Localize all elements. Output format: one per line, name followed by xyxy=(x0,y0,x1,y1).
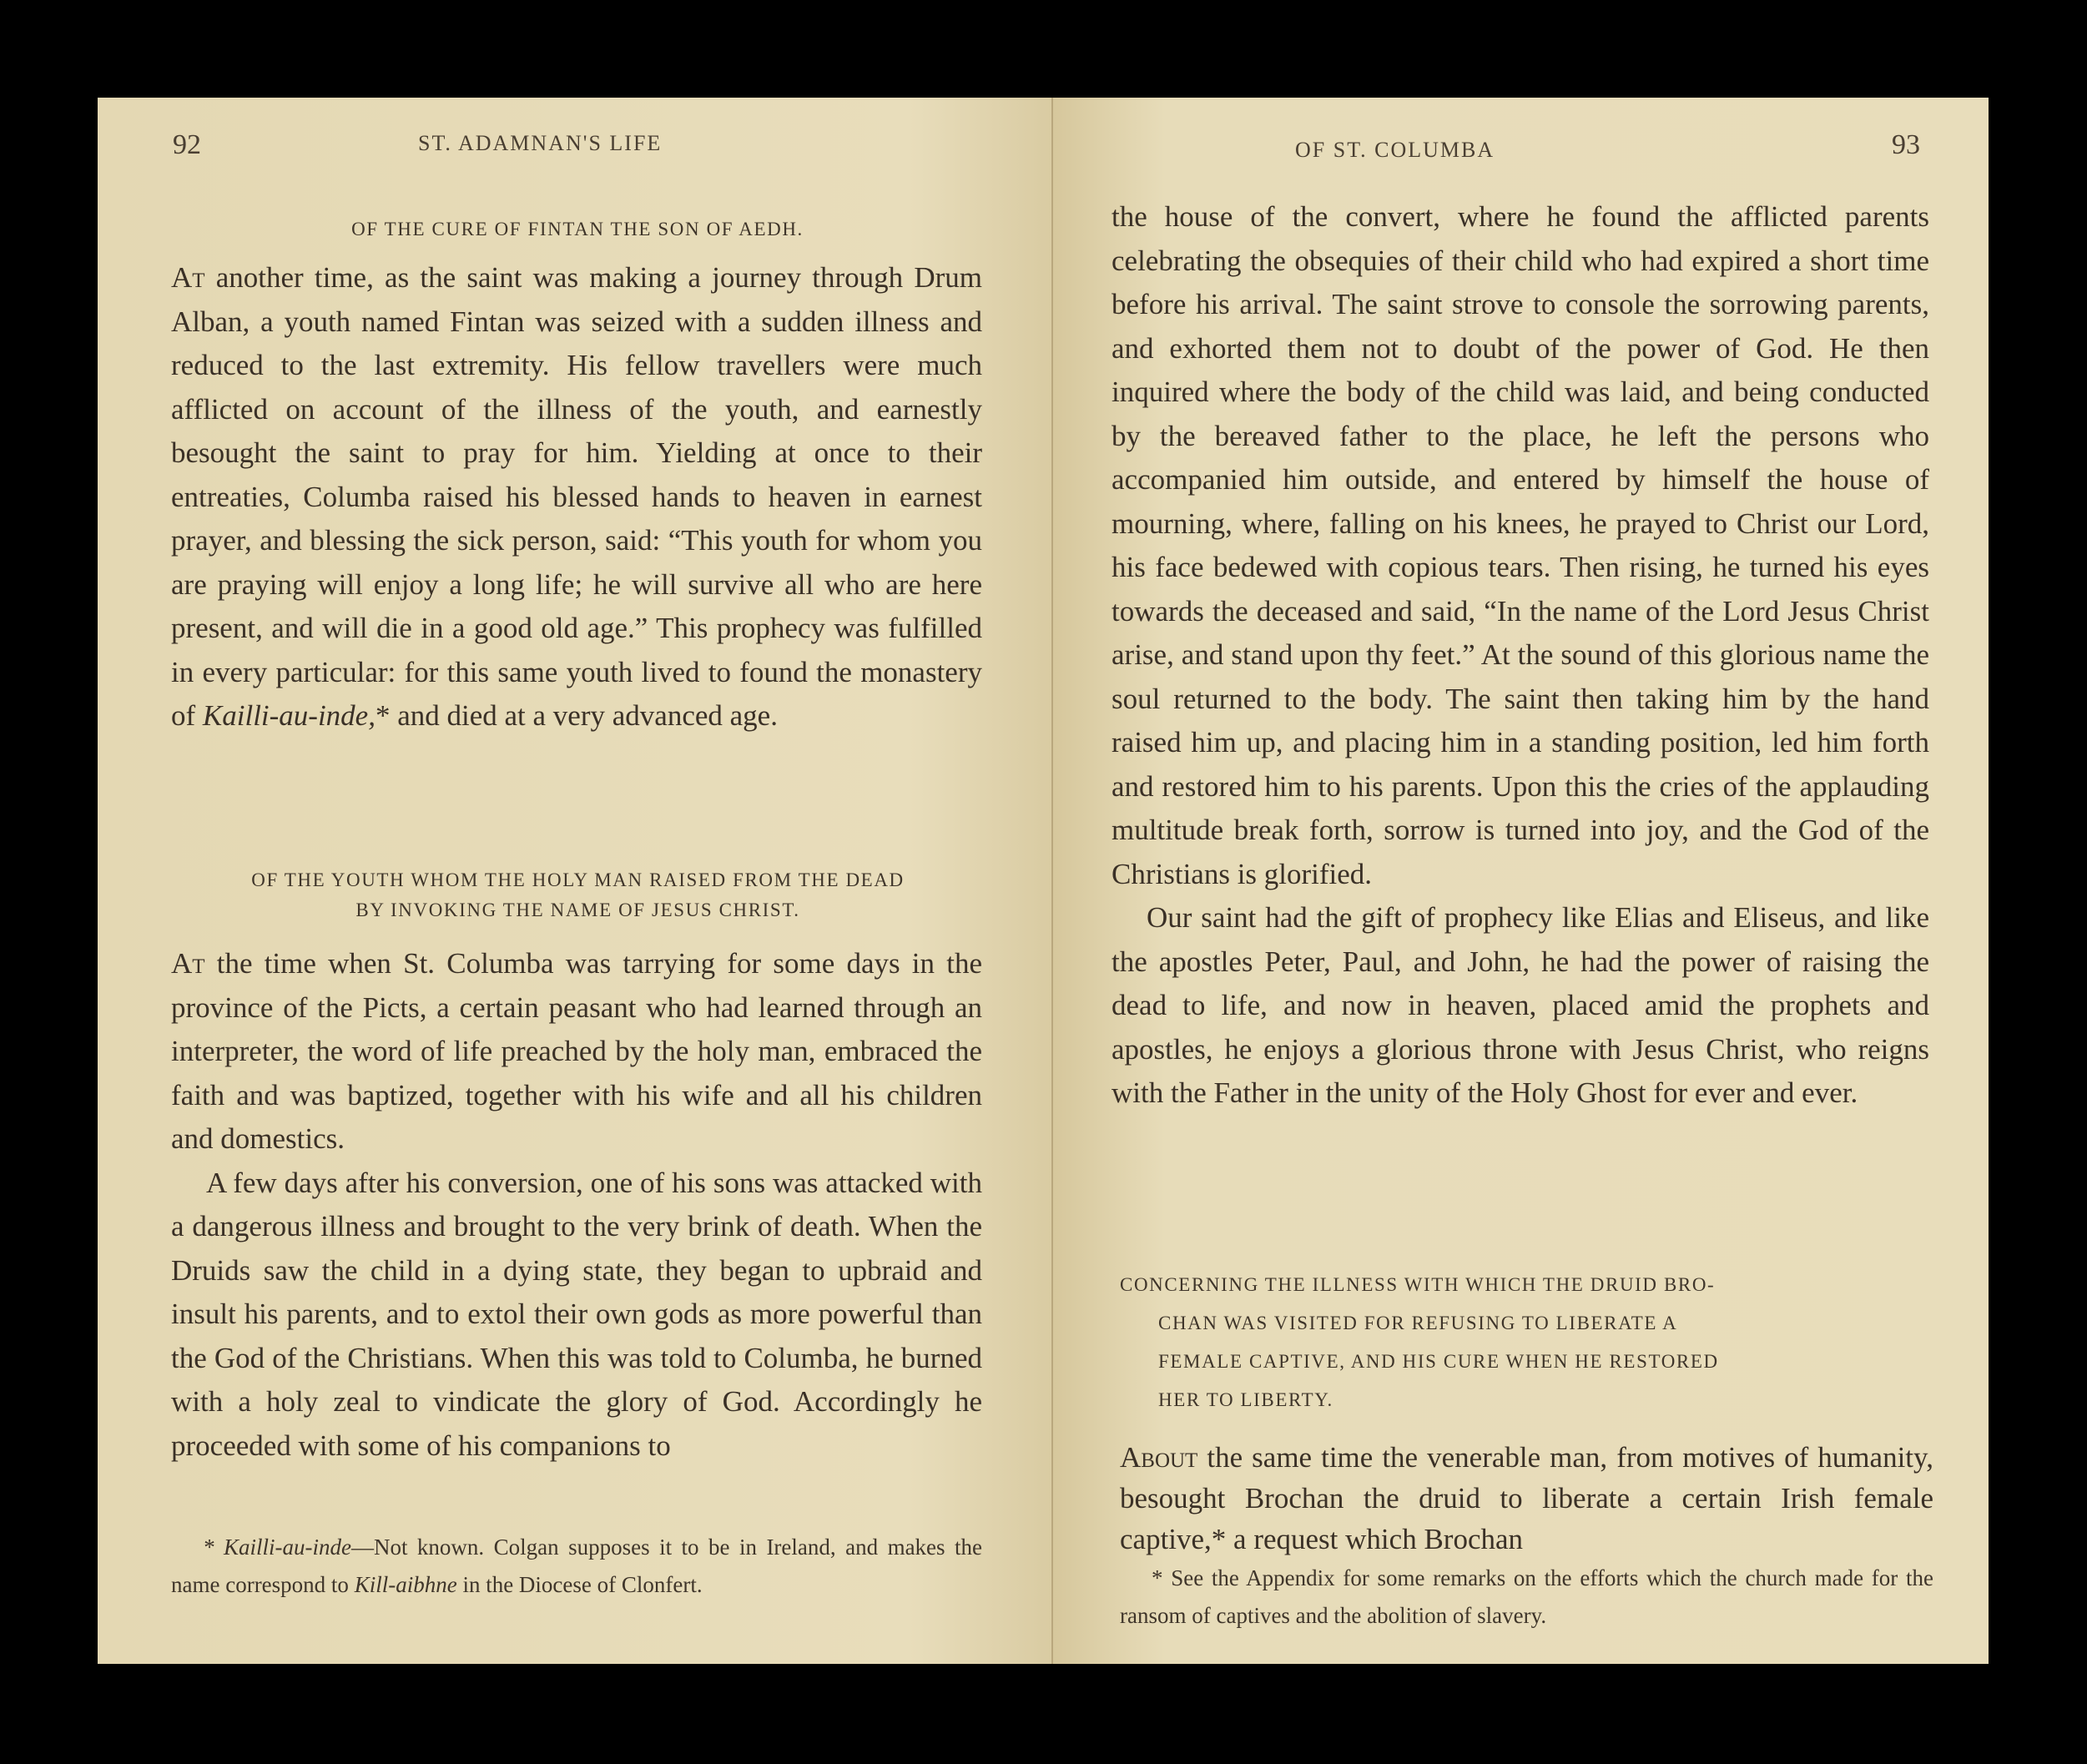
right-page xyxy=(1053,98,1989,1664)
paragraph: A few days after his conversion, one of his sons was attacked with a dangerous illness and brought to the very brink of death. When the Druids saw the child in a dying state, they began to upbraid and insult his parents, and to extol their own gods as more powerful than the God of the Christians. When this was told to Columba, he burned with a holy zeal to vindicate the glory of God. Accordingly he proceeded with some of his companions to xyxy=(171,1166,982,1462)
footnote-italic: * Kailli-au-inde xyxy=(203,1535,351,1560)
section-text xyxy=(1112,195,1929,1116)
paragraph-text: the same time the venerable man, from motives of humanity, besought Brochan the druid to liberate a certain Irish female captive,* a request which Brochan xyxy=(1120,1441,1933,1555)
section-title xyxy=(171,865,985,925)
paragraph-text: * and died at a very advanced age. xyxy=(375,699,778,732)
section-title-line: HER TO LIBERTY. xyxy=(1158,1389,1333,1410)
running-head: OF ST. COLUMBA xyxy=(1295,138,1495,162)
section-title-line: CHAN WAS VISITED FOR REFUSING TO LIBERATE A xyxy=(1158,1313,1678,1333)
section-text xyxy=(171,256,982,738)
section-text xyxy=(171,942,982,1468)
section-title: OF THE CURE OF FINTAN THE SON OF AEDH. xyxy=(351,219,804,239)
page-number: 92 xyxy=(173,129,201,160)
section-title-line: BY INVOKING THE NAME OF JESUS CHRIST. xyxy=(355,900,800,920)
footnote-text: in the Diocese of Clonfert. xyxy=(456,1572,703,1597)
section-title-line: OF THE YOUTH WHOM THE HOLY MAN RAISED FROM THE DEAD xyxy=(251,869,905,890)
paragraph: the house of the convert, where he found the afflicted parents celebrating the obsequies of their child who had expired a short time before his arrival. The saint strove to console the sorrowing parents, and exhorted them not to doubt of the power of God. He then inquired where the body of the child was laid, and being conducted by the bereaved father to the place, he left the persons who accompanied him outside, and entered by himself the house of mourning, where, falling on his knees, he prayed to Christ our Lord, his face bedewed with copious tears. Then rising, he turned his eyes towards the deceased and said, “In the name of the Lord Jesus Christ arise, and stand upon thy feet.” At the sound of this glorious name the soul returned to the body. The saint then taking him by the hand raised him up, and placing him in a standing position, led him forth and restored him to his parents. Upon this the cries of the applauding multitude break forth, sorrow is turned into joy, and the God of the Christians is glorified. xyxy=(1112,200,1929,890)
section-text xyxy=(1120,1437,1933,1560)
left-page xyxy=(98,98,1053,1664)
drop-word: At xyxy=(171,261,205,294)
running-head: ST. ADAMNAN'S LIFE xyxy=(418,131,663,155)
paragraph-text: the time when St. Columba was tarrying for some days in the province of the Picts, a certain peasant who had learned through an interpreter, the word of life preached by the holy man, embraced the faith and was baptized, together with his wife and all his children and domestics. xyxy=(171,947,982,1155)
footnote: * See the Appendix for some remarks on the efforts which the church made for the ransom of captives and the abolition of slavery. xyxy=(1120,1565,1933,1628)
footnote xyxy=(171,1529,982,1604)
drop-word: At xyxy=(171,947,205,980)
open-book xyxy=(98,98,1989,1664)
drop-word: About xyxy=(1120,1441,1198,1474)
paragraph: Our saint had the gift of prophecy like Elias and Eliseus, and like the apostles Peter, Paul, and John, he had the power of raising the dead to life, and now in heaven, placed amid the prophets and apostles, he enjoys a glorious throne with Jesus Christ, who reigns with the Father in the unity of the Holy Ghost for ever and ever. xyxy=(1112,901,1929,1109)
footnote-italic: Kill-aibhne xyxy=(354,1572,457,1597)
italic-place-name: Kailli-au-inde, xyxy=(202,699,376,732)
page-number: 93 xyxy=(1892,129,1920,160)
section-title-line: CONCERNING THE ILLNESS WITH WHICH THE DRUID BRO- xyxy=(1120,1274,1716,1295)
section-title xyxy=(1120,1266,1938,1419)
section-title-line: FEMALE CAPTIVE, AND HIS CURE WHEN HE RESTORED xyxy=(1158,1351,1719,1372)
paragraph-text: another time, as the saint was making a journey through Drum Alban, a youth named Fintan was seized with a sudden illness and reduced to the last extremity. His fellow travellers were much afflicted on account of the illness of the youth, and earnestly besought the saint to pray for him. Yielding at once to their entreaties, Columba raised his blessed hands to heaven in earnest prayer, and blessing the sick person, said: “This youth for whom you are praying will enjoy a long life; he will survive all who are here present, and will die in a good old age.” This prophecy was fulfilled in every particular: for this same youth lived to found the monastery of xyxy=(171,261,982,732)
footnote-text: —Not known. Colgan supposes it to be in Ireland, and makes the name correspond to xyxy=(171,1535,982,1597)
